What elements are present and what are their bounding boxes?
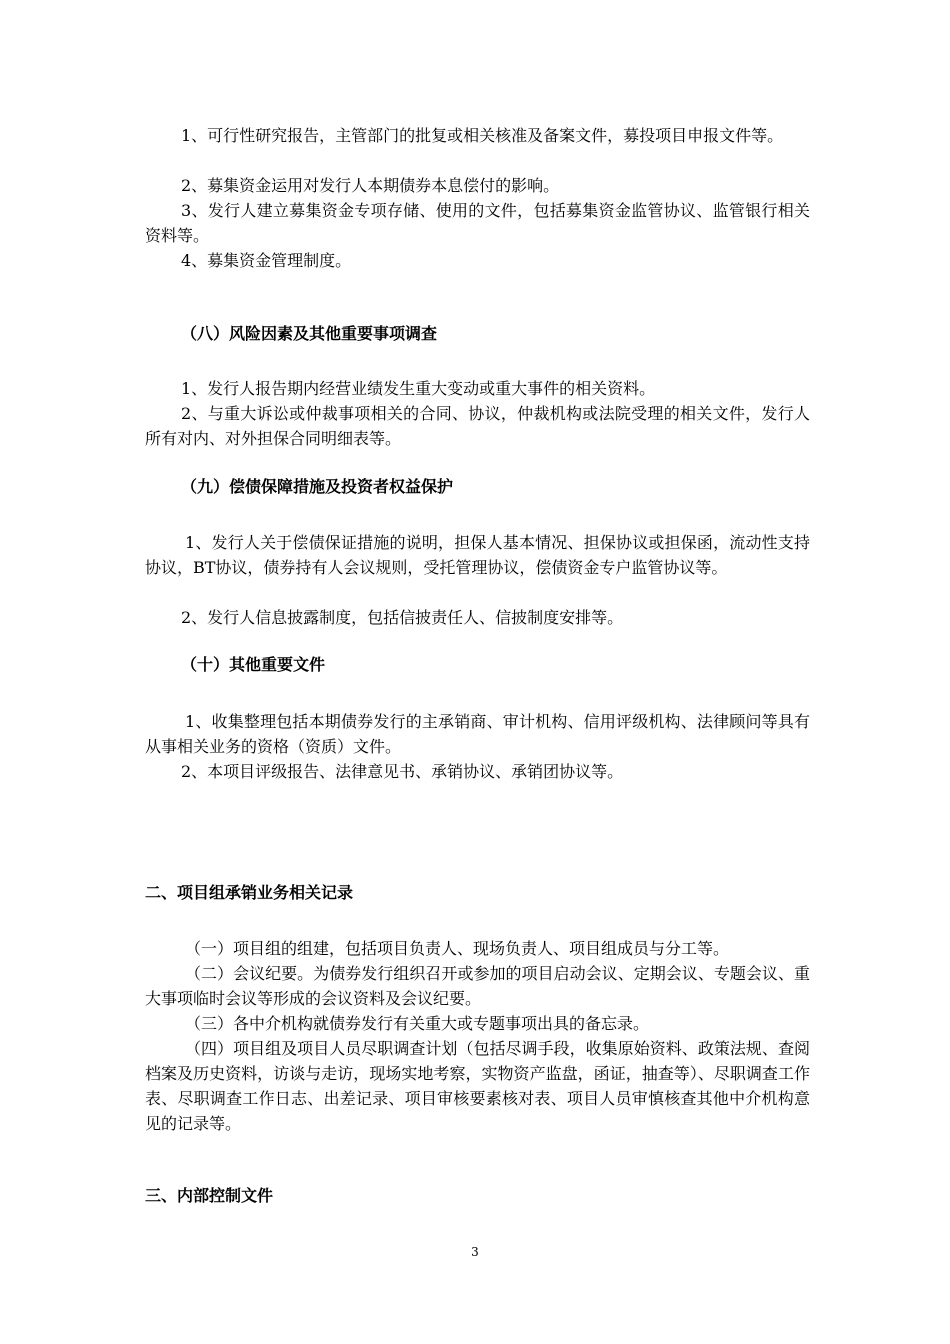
paragraph-7-2: 2、募集资金运用对发行人本期债券本息偿付的影响。 <box>181 176 560 195</box>
paragraph-part2-1: （一）项目组的组建，包括项目负责人、现场负责人、项目组成员与分工等。 <box>185 939 730 958</box>
section-heading-10: （十）其他重要文件 <box>181 655 326 674</box>
paragraph-part2-4: （四）项目组及项目人员尽职调查计划（包括尽调手段，收集原始资料、政策法规、查阅档案及历史资料，访谈与走访，现场实地考察，实物资产监盘，函证，抽查等）、尽职调查工作表、尽职调查工作日志、出差记录、项目审核要素核对表、项目人员审慎核查其他中介机构意见的记录等。 <box>145 1039 810 1133</box>
paragraph-8-2: 2、与重大诉讼或仲裁事项相关的合同、协议，仲裁机构或法院受理的相关文件，发行人所有对内、对外担保合同明细表等。 <box>145 404 810 448</box>
paragraph-9-2: 2、发行人信息披露制度，包括信披责任人、信披制度安排等。 <box>181 608 624 627</box>
part-heading-2: 二、项目组承销业务相关记录 <box>145 883 354 902</box>
part-heading-3: 三、内部控制文件 <box>145 1186 274 1205</box>
paragraph-8-1: 1、发行人报告期内经营业绩发生重大变动或重大事件的相关资料。 <box>181 379 656 398</box>
paragraph-9-1: 1、发行人关于偿债保证措施的说明，担保人基本情况、担保协议或担保函，流动性支持协议，BT协议，债券持有人会议规则，受托管理协议，偿债资金专户监管协议等。 <box>145 533 810 577</box>
section-heading-9: （九）偿债保障措施及投资者权益保护 <box>181 477 454 496</box>
paragraph-10-1: 1、收集整理包括本期债券发行的主承销商、审计机构、信用评级机构、法律顾问等具有从事相关业务的资格（资质）文件。 <box>145 712 810 756</box>
paragraph-7-3: 3、发行人建立募集资金专项存储、使用的文件，包括募集资金监管协议、监管银行相关资料等。 <box>145 201 810 245</box>
paragraph-7-4: 4、募集资金管理制度。 <box>181 251 352 270</box>
page-number: 3 <box>471 1245 479 1259</box>
paragraph-10-2: 2、本项目评级报告、法律意见书、承销协议、承销团协议等。 <box>181 762 624 781</box>
section-heading-8: （八）风险因素及其他重要事项调查 <box>181 324 438 343</box>
paragraph-part2-2: （二）会议纪要。为债券发行组织召开或参加的项目启动会议、定期会议、专题会议、重大事项临时会议等形成的会议资料及会议纪要。 <box>145 964 810 1008</box>
paragraph-7-1: 1、可行性研究报告，主管部门的批复或相关核准及备案文件，募投项目申报文件等。 <box>181 126 784 145</box>
paragraph-part2-3: （三）各中介机构就债券发行有关重大或专题事项出具的备忘录。 <box>185 1014 650 1033</box>
